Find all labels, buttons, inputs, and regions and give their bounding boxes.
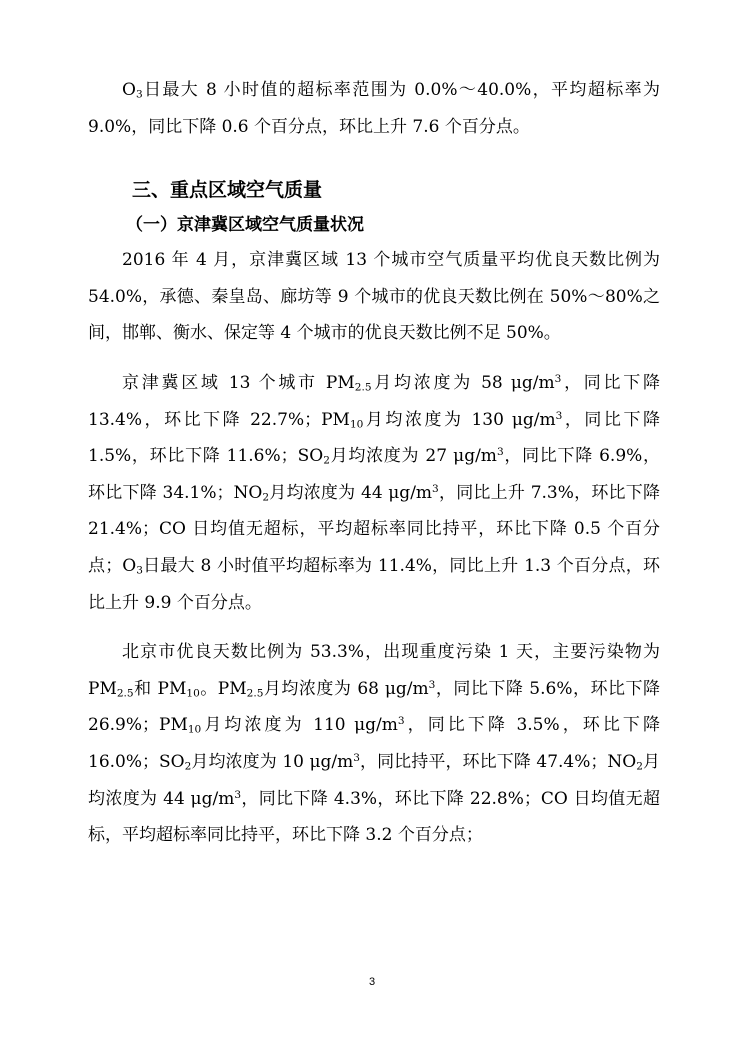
text-run: 月均浓度为 68 μg/m (263, 678, 429, 699)
text-run: 月均浓度为 10 μg/m (191, 751, 354, 772)
subscript-text: 10 (349, 418, 364, 431)
text-run: ，同比下降 6.9%，环比下降 34.1%；NO (88, 446, 661, 503)
text-run: 日最大 8 小时值平均超标率为 11.4%，同比上升 1.3 个百分点，环比上升 9.9 个百分点。 (88, 555, 660, 613)
text-run: 月均浓度为 58 μg/m (371, 372, 555, 393)
text-run: 月均浓度为 110 μg/m (201, 715, 398, 736)
subscript-text: 3 (135, 88, 143, 101)
text-run: 和 PM (133, 678, 187, 699)
text-run: 月均浓度为 27 μg/m (329, 446, 497, 467)
text-run: ，同比下降 13.4%，环比下降 22.7%；PM (88, 372, 660, 430)
subscript-text: 2.5 (246, 687, 264, 700)
subscript-text: 2 (323, 454, 330, 467)
superscript-text: 3 (428, 678, 436, 691)
document-page (88, 72, 660, 854)
text-run: ，同比持平，环比下降 47.4%；NO (359, 751, 637, 772)
subscript-text: 2 (636, 760, 643, 773)
superscript-text: 3 (234, 788, 242, 801)
text-run: 北京市优良天数比例为 53.3%，出现重度污染 1 天，主要污染物为 PM (88, 642, 660, 699)
paragraph-jjj-pollutants (88, 365, 660, 621)
subscript-text: 3 (136, 564, 143, 577)
text-run: ，同比上升 7.3%，环比下降 21.4%；CO 日均值无超标，平均超标率同比持平，环比下降 0.5 个百分点；O (88, 482, 661, 576)
subscript-text: 2 (262, 491, 270, 504)
text-run: 。PM (199, 678, 247, 699)
text-run: 日最大 8 小时值的超标率范围为 0.0%～40.0%，平均超标率为 9.0%，同比下降 0.6 个百分点，环比上升 7.6 个百分点。 (88, 80, 660, 137)
subscript-text: 2.5 (354, 381, 372, 394)
page-number: 3 (368, 976, 376, 988)
text-run: ，同比下降 4.3%，环比下降 22.8%；CO 日均值无超标，平均超标率同比持平，环比下降 3.2 个百分点； (88, 788, 660, 846)
text-run: ，同比下降 5.6%，环比下降 26.9%；PM (88, 678, 661, 736)
superscript-text: 3 (353, 752, 360, 765)
text-run: 月均浓度为 44 μg/m (88, 751, 660, 809)
paragraph-o3-summary (88, 72, 660, 145)
superscript-text: 3 (555, 409, 563, 422)
superscript-text: 3 (397, 715, 405, 728)
superscript-text: 3 (554, 373, 562, 386)
text-run: 2016 年 4 月，京津冀区域 13 个城市空气质量平均优良天数比例为 54.0%，承德、秦皇岛、廊坊等 9 个城市的优良天数比例在 50%～80%之间，邯郸、衡水、保定等 4 个城市的优良天数比例不足 50%。 (88, 250, 660, 344)
text-run: 京津冀区域 13 个城市 PM (122, 372, 355, 393)
subscript-text: 2.5 (116, 687, 134, 700)
text-run: O (122, 80, 136, 100)
section-heading-key-regions: 三、重点区域空气质量 (132, 179, 323, 202)
superscript-text: 3 (432, 482, 439, 495)
paragraph-jjj-overview (88, 242, 660, 352)
subscript-text: 2 (184, 760, 192, 773)
text-run: ，同比下降 3.5%，环比下降 16.0%；SO (88, 715, 660, 772)
subscript-text: 10 (186, 687, 200, 700)
text-run: 月均浓度为 44 μg/m (269, 482, 433, 503)
text-run: ，同比下降 1.5%，环比下降 11.6%；SO (88, 409, 660, 467)
subsection-heading-jjj: （一）京津冀区域空气质量状况 (126, 215, 364, 236)
paragraph-beijing (88, 634, 660, 854)
text-run: 月均浓度为 130 μg/m (363, 409, 556, 430)
superscript-text: 3 (496, 446, 504, 459)
subscript-text: 10 (187, 723, 202, 736)
